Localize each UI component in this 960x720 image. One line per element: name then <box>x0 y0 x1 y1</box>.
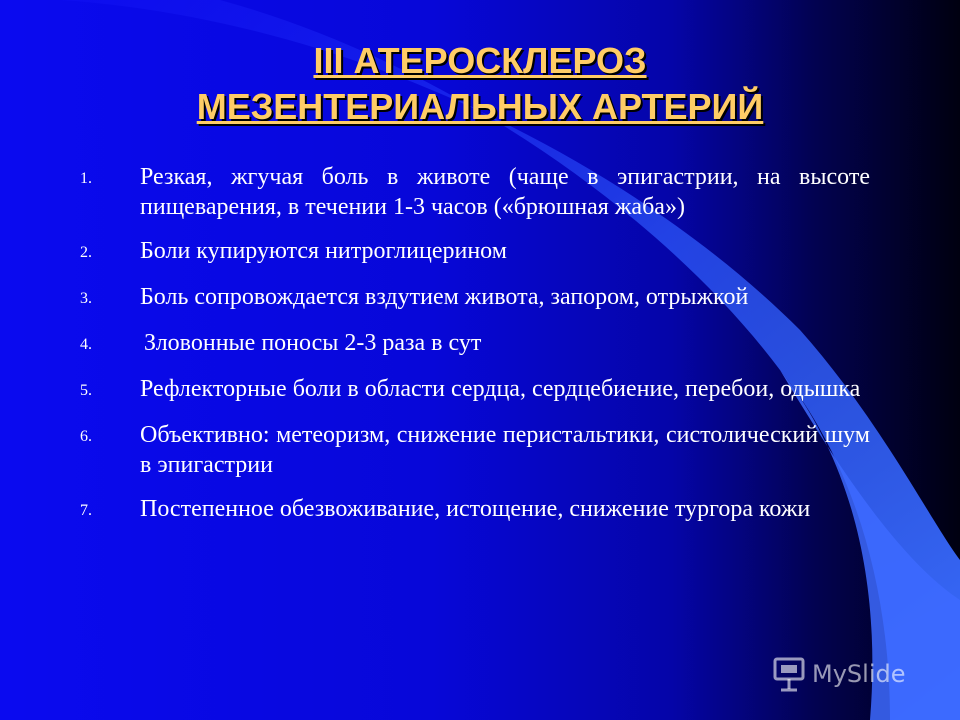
item-number: 4. <box>80 336 92 353</box>
title-line-1: III АТЕРОСКЛЕРОЗ <box>313 40 647 81</box>
item-number: 3. <box>80 290 92 307</box>
watermark-text: MySlide <box>812 660 906 688</box>
slide-title <box>60 38 900 130</box>
watermark <box>772 656 905 692</box>
item-text: Объективно: метеоризм, снижение перистальтики, систолический шум в эпигастрии <box>140 422 870 478</box>
list-item <box>80 236 870 268</box>
item-text: Боль сопровождается вздутием живота, запором, отрыжкой <box>140 284 749 310</box>
item-text: Рефлекторные боли в области сердца, сердцебиение, перебои, одышка <box>140 376 861 402</box>
list-item <box>80 494 870 526</box>
item-number: 6. <box>80 428 92 445</box>
list-item <box>80 282 870 314</box>
item-number: 7. <box>80 502 92 519</box>
title-line-2: МЕЗЕНТЕРИАЛЬНЫХ АРТЕРИЙ <box>196 86 764 127</box>
list-item <box>80 162 870 222</box>
symptom-list <box>80 162 870 540</box>
item-number: 5. <box>80 382 92 399</box>
presentation-screen-icon <box>772 656 806 692</box>
item-number: 2. <box>80 244 92 261</box>
item-text: Постепенное обезвоживание, истощение, снижение тургора кожи <box>140 496 811 522</box>
item-text: Резкая, жгучая боль в животе (чаще в эпигастрии, на высоте пищеварения, в течении 1-3 часов («брюшная жаба») <box>140 164 870 220</box>
item-text: Боли купируются нитроглицерином <box>140 238 507 264</box>
item-number: 1. <box>80 170 92 187</box>
item-text: Зловонные поносы 2-3 раза в сут <box>144 330 482 356</box>
list-item <box>80 374 870 406</box>
list-item <box>80 420 870 480</box>
list-item <box>80 328 870 360</box>
